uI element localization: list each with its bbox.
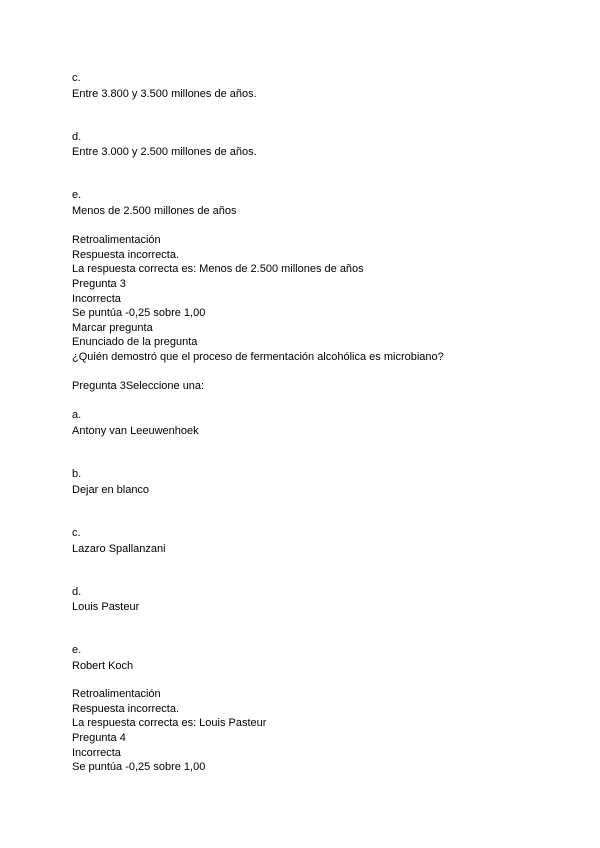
q2-feedback-heading: Retroalimentación: [72, 234, 161, 246]
q3-option-b-text[interactable]: Dejar en blanco: [72, 484, 150, 496]
q3-option-c-text[interactable]: Lazaro Spallanzani: [72, 543, 166, 555]
q3-select-prompt: Pregunta 3Seleccione una:: [72, 380, 205, 392]
q2-option-d-text: Entre 3.000 y 2.500 millones de años.: [72, 146, 257, 158]
q3-question-text: ¿Quién demostró que el proceso de fermentación alcohólica es microbiano?: [72, 351, 444, 363]
q2-option-e-letter: e.: [72, 189, 82, 201]
q2-option-c-text: Entre 3.800 y 3.500 millones de años.: [72, 88, 257, 100]
q2-option-d-letter: d.: [72, 131, 82, 143]
q2-option-c-letter: c.: [72, 72, 81, 84]
q3-feedback-result: Respuesta incorrecta.: [72, 703, 179, 715]
q4-status: Incorrecta: [72, 747, 121, 759]
q2-feedback-result: Respuesta incorrecta.: [72, 249, 179, 261]
q3-option-e-letter[interactable]: e.: [72, 644, 82, 656]
q2-feedback-correct: La respuesta correcta es: Menos de 2.500 millones de años: [72, 263, 364, 275]
q3-statement-label: Enunciado de la pregunta: [72, 336, 198, 348]
q3-status: Incorrecta: [72, 293, 121, 305]
q3-option-e-text[interactable]: Robert Koch: [72, 660, 134, 672]
q3-feedback-correct: La respuesta correcta es: Louis Pasteur: [72, 717, 267, 729]
q3-option-d-text[interactable]: Louis Pasteur: [72, 601, 140, 613]
q3-option-d-letter[interactable]: d.: [72, 586, 82, 598]
q4-number: Pregunta 4: [72, 732, 126, 744]
q3-feedback-heading: Retroalimentación: [72, 688, 161, 700]
q3-number: Pregunta 3: [72, 278, 126, 290]
q3-option-a-text[interactable]: Antony van Leeuwenhoek: [72, 425, 199, 437]
q2-option-e-text: Menos de 2.500 millones de años: [72, 205, 237, 217]
q4-score: Se puntúa -0,25 sobre 1,00: [72, 761, 206, 773]
q3-score: Se puntúa -0,25 sobre 1,00: [72, 307, 206, 319]
q3-flag-question[interactable]: Marcar pregunta: [72, 322, 153, 334]
q3-option-a-letter[interactable]: a.: [72, 409, 82, 421]
q3-option-b-letter[interactable]: b.: [72, 468, 82, 480]
q3-option-c-letter[interactable]: c.: [72, 527, 81, 539]
